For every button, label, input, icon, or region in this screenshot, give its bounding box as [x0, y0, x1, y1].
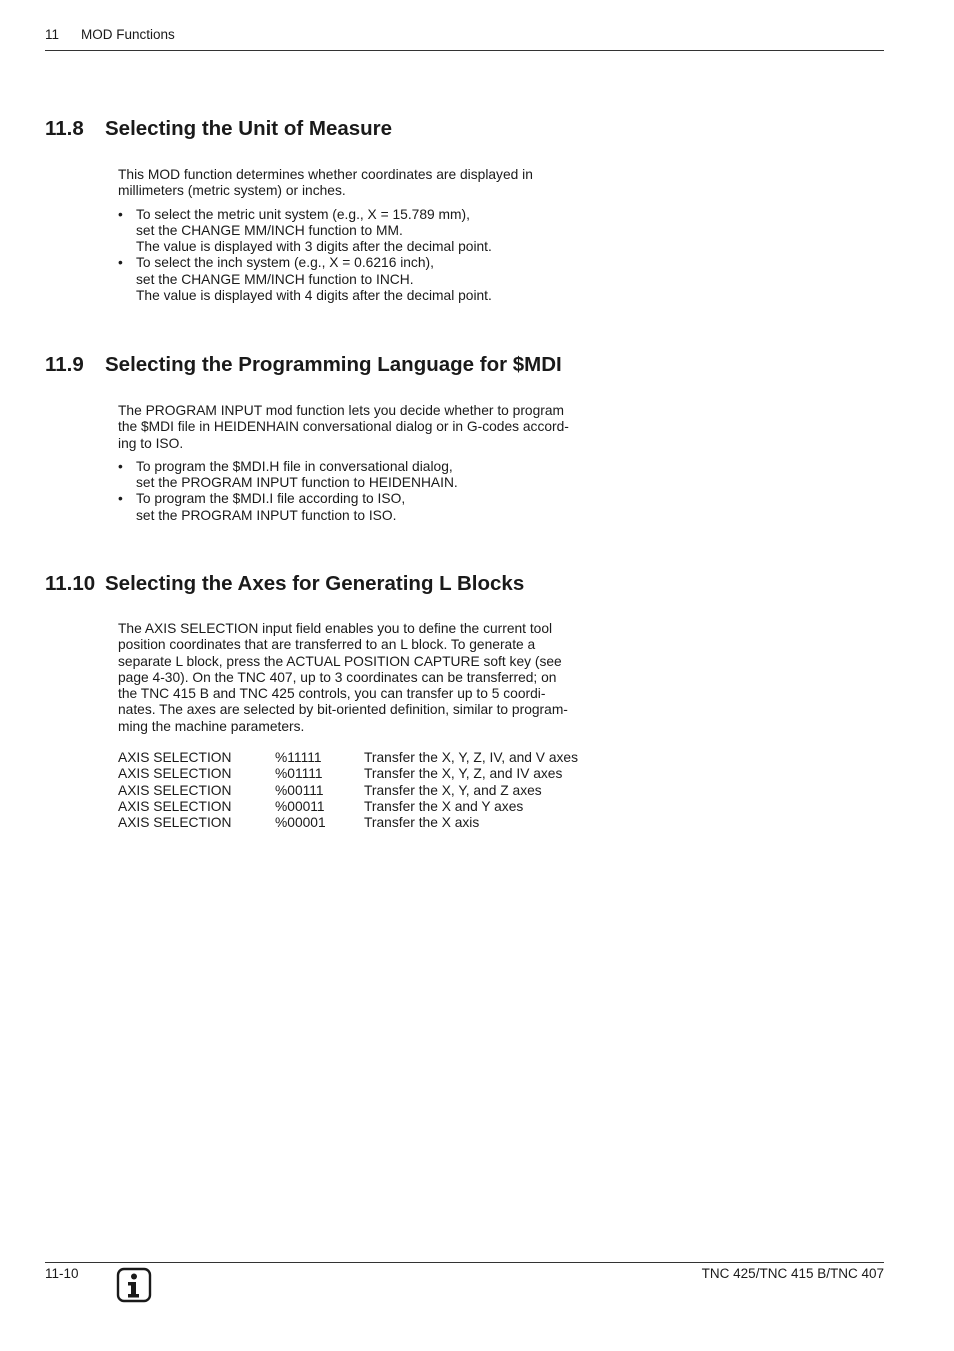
table-cell-value: %00011 — [275, 798, 325, 814]
table-row — [118, 750, 578, 766]
list-item: • To select the metric unit system (e.g., X = 15.789 mm), set the CHANGE MM/INCH function to MM. The value is displayed with 3 digits after the decimal point. — [118, 207, 598, 256]
section-body-11-8 — [118, 167, 598, 304]
paragraph: This MOD function determines whether coordinates are displayed in millimeters (metric system) or inches. — [118, 167, 533, 199]
axis-selection-table — [118, 750, 578, 831]
footer-divider — [45, 1262, 884, 1263]
section-number: 11.9 — [45, 353, 84, 376]
table-cell-parameter: AXIS SELECTION — [118, 766, 232, 782]
table-row — [118, 766, 578, 782]
table-cell-parameter: AXIS SELECTION — [118, 815, 232, 831]
section-number: 11.8 — [45, 117, 84, 140]
page-number: 11-10 — [45, 1266, 79, 1281]
section-body-11-10 — [118, 621, 598, 735]
table-row — [118, 799, 578, 815]
section-title: Selecting the Unit of Measure — [105, 117, 393, 140]
table-cell-value: %01111 — [275, 766, 323, 782]
table-cell-description: Transfer the X, Y, and Z axes — [364, 782, 542, 798]
section-heading-11-9 — [45, 353, 562, 377]
list-item: • To select the inch system (e.g., X = 0.6216 inch), set the CHANGE MM/INCH function to INCH. The value is displayed with 4 digits after the decimal point. — [118, 255, 598, 304]
section-title: Selecting the Programming Language for $MDI — [105, 353, 562, 376]
section-number: 11.10 — [45, 572, 96, 595]
table-cell-value: %11111 — [275, 750, 322, 765]
table-cell-description: Transfer the X, Y, Z, IV, and V axes — [364, 750, 578, 765]
product-name: TNC 425/TNC 415 B/TNC 407 — [701, 1266, 884, 1281]
bullet-list — [118, 207, 598, 305]
table-cell-value: %00001 — [275, 815, 326, 831]
paragraph: The AXIS SELECTION input field enables you to define the current tool position coordinates that are transferred to an L block. To generate a separate L block, press the ACTUAL POSITION CAPTURE soft key (see page 4-30). On the TNC 407, up to 3 coordinates can be transferred; on the TNC 415 B and TNC 425 controls, you can transfer up to 5 coordi- nates. The axes are selected by bit-oriented definition, similar to program- ming the machine parameters. — [118, 621, 568, 734]
chapter-number: 11 — [45, 27, 60, 42]
chapter-title: MOD Functions — [81, 27, 175, 42]
list-item: • To program the $MDI.H file in conversational dialog, set the PROGRAM INPUT function to HEIDENHAIN. — [118, 459, 598, 492]
bullet-list — [118, 459, 598, 524]
info-icon — [116, 1267, 152, 1303]
section-heading-11-8 — [45, 117, 392, 141]
table-cell-value: %00111 — [275, 782, 324, 798]
page-header — [45, 26, 884, 51]
section-body-11-9 — [118, 403, 598, 524]
table-row — [118, 783, 578, 799]
table-cell-description: Transfer the X and Y axes — [364, 798, 524, 814]
section-title: Selecting the Axes for Generating L Blocks — [105, 572, 525, 595]
table-cell-parameter: AXIS SELECTION — [118, 750, 232, 765]
table-row — [118, 815, 578, 831]
section-heading-11-10 — [45, 572, 524, 596]
table-cell-description: Transfer the X, Y, Z, and IV axes — [364, 766, 563, 782]
table-cell-parameter: AXIS SELECTION — [118, 798, 232, 814]
paragraph: The PROGRAM INPUT mod function lets you decide whether to program the $MDI file in HEIDENHAIN conversational dialog or in G-codes accord- ing to ISO. — [118, 403, 569, 451]
list-item: • To program the $MDI.I file according to ISO, set the PROGRAM INPUT function to ISO. — [118, 491, 598, 524]
table-cell-parameter: AXIS SELECTION — [118, 782, 232, 798]
table-cell-description: Transfer the X axis — [364, 815, 480, 831]
